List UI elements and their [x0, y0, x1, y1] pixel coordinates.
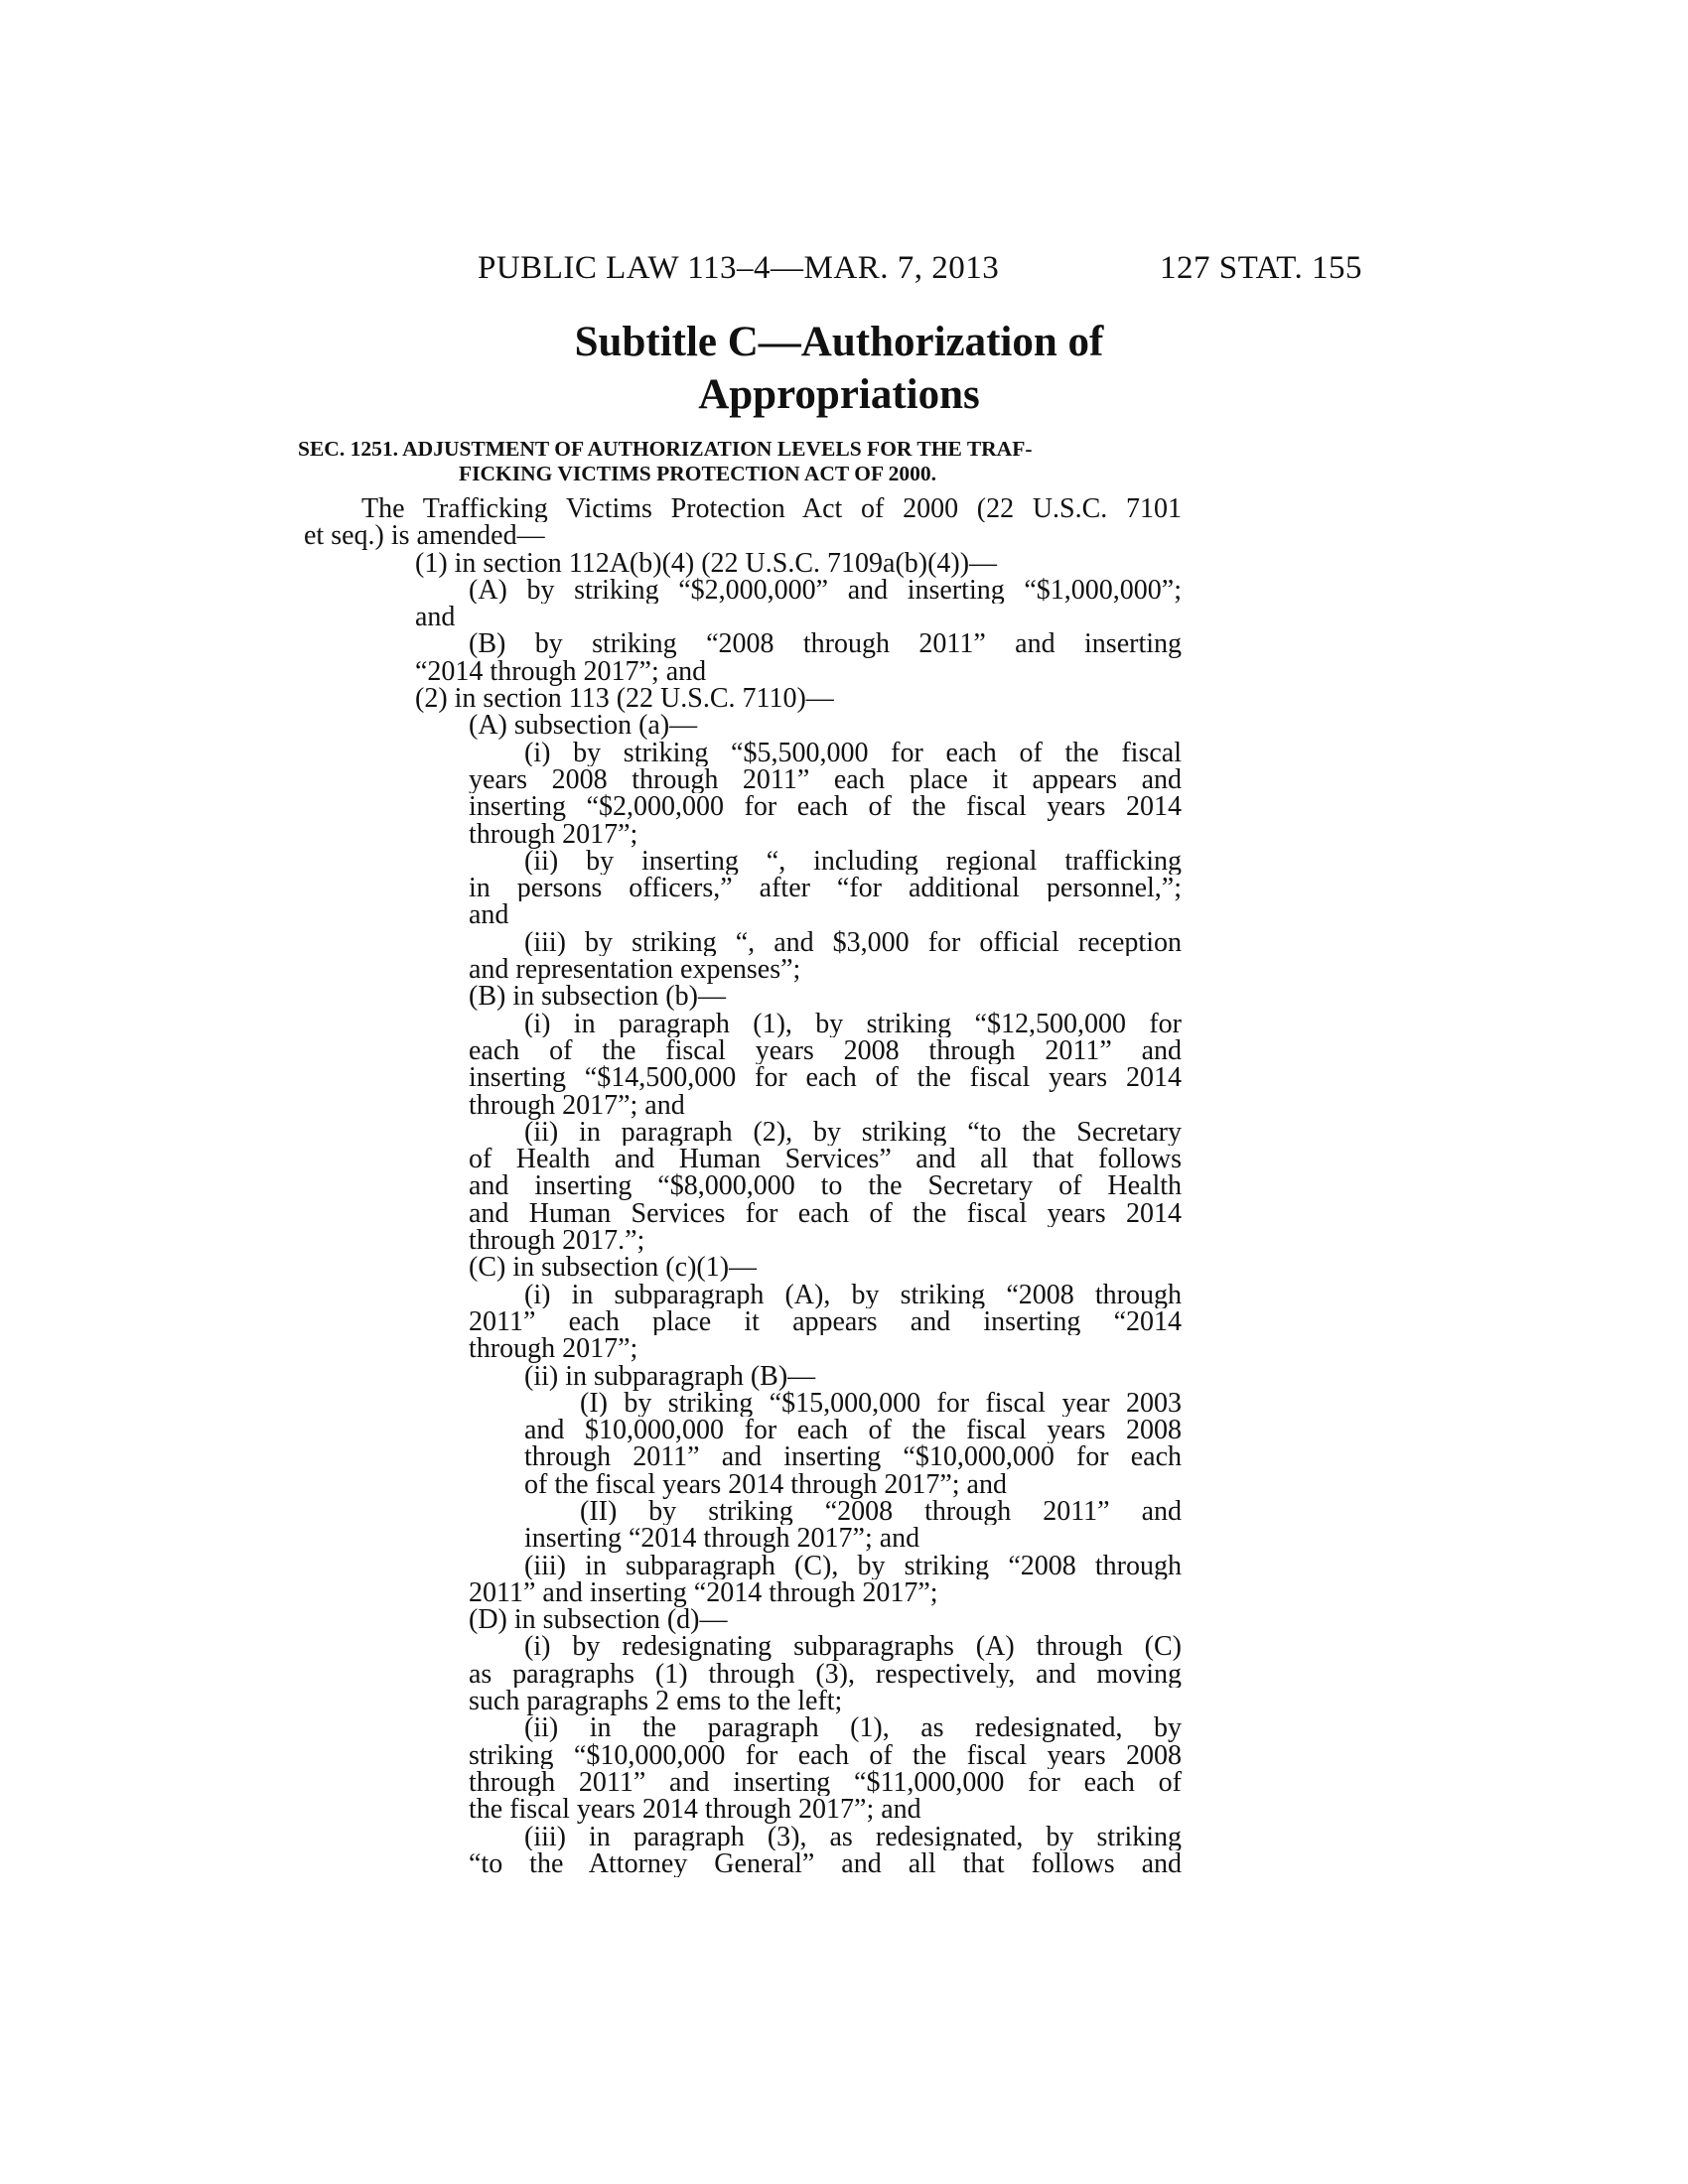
body-line: such paragraphs 2 ems to the left; [469, 1686, 843, 1717]
body-line: (iii) in paragraph (3), as redesignated, by striking [524, 1823, 1182, 1850]
body-line: 2011” each place it appears and inserting “2014 [469, 1307, 1182, 1336]
body-line: (i) by redesignating subparagraphs (A) through (C) [524, 1633, 1182, 1661]
body-line: (A) subsection (a)— [469, 710, 698, 742]
body-line: of the fiscal years 2014 through 2017”; and [524, 1468, 1007, 1500]
body-line: (ii) in subparagraph (B)— [524, 1360, 816, 1392]
running-header-law-citation: PUBLIC LAW 113–4—MAR. 7, 2013 [478, 250, 1000, 286]
body-line: and inserting “$8,000,000 to the Secretary of Health [469, 1172, 1182, 1200]
body-line: (B) in subsection (b)— [469, 981, 726, 1013]
body-line: (C) in subsection (c)(1)— [469, 1252, 758, 1284]
body-line: (B) by striking “2008 through 2011” and inserting [469, 630, 1182, 658]
body-line: through 2017”; [469, 818, 638, 850]
body-line: and [469, 899, 509, 931]
body-line: years 2008 through 2011” each place it appears and [469, 765, 1182, 794]
body-line: 2011” and inserting “2014 through 2017”; [469, 1576, 938, 1608]
body-line: inserting “2014 through 2017”; and [524, 1523, 920, 1555]
body-line: (ii) in the paragraph (1), as redesignated, by [524, 1714, 1182, 1742]
body-line: The Trafficking Victims Protection Act of 2000 (22 U.S.C. 7101 [361, 495, 1182, 523]
body-line: through 2011” and inserting “$11,000,000 for each of [469, 1768, 1182, 1797]
body-line: (iii) by striking “, and $3,000 for official reception [524, 928, 1182, 957]
body-line: in persons officers,” after “for additional personnel,”; [469, 875, 1182, 902]
body-line: each of the fiscal years 2008 through 2011” and [469, 1036, 1182, 1065]
statute-body-text [304, 495, 1182, 1877]
subtitle-line-1: Subtitle C—Authorization of [574, 319, 1104, 365]
running-header-page-number: 127 STAT. 155 [1160, 250, 1363, 286]
body-line: inserting “$14,500,000 for each of the fiscal years 2014 [469, 1064, 1182, 1092]
body-line: inserting “$2,000,000 for each of the fiscal years 2014 [469, 793, 1182, 821]
body-line: as paragraphs (1) through (3), respectively, and moving [469, 1660, 1182, 1689]
body-line: (iii) in subparagraph (C), by striking “2008 through [524, 1552, 1182, 1579]
body-line: (ii) in paragraph (2), by striking “to the Secretary [524, 1118, 1182, 1147]
body-line: et seq.) is amended— [304, 520, 545, 552]
body-line: and $10,000,000 for each of the fiscal years 2008 [524, 1417, 1182, 1444]
body-line: (D) in subsection (d)— [469, 1604, 728, 1636]
section-heading-line-2: FICKING VICTIMS PROTECTION ACT OF 2000. [459, 462, 937, 485]
subtitle-line-2: Appropriations [698, 371, 980, 418]
section-heading-line-1: SEC. 1251. ADJUSTMENT OF AUTHORIZATION LEVELS FOR THE TRAF- [298, 437, 1033, 461]
body-line: (i) by striking “$5,500,000 for each of the fiscal [524, 739, 1182, 766]
body-line: (II) by striking “2008 through 2011” and [580, 1497, 1182, 1526]
body-line: (i) in paragraph (1), by striking “$12,500,000 for [524, 1010, 1182, 1037]
body-line: and [415, 602, 456, 633]
body-line: through 2017.”; [469, 1225, 645, 1257]
body-line: through 2017”; and [469, 1089, 685, 1121]
body-line: (2) in section 113 (22 U.S.C. 7110)— [415, 683, 834, 715]
section-heading [298, 437, 1192, 486]
body-line: of Health and Human Services” and all that follows [469, 1146, 1182, 1173]
body-line: (A) by striking “$2,000,000” and inserting “$1,000,000”; [469, 576, 1182, 605]
body-line: through 2017”; [469, 1333, 638, 1365]
body-line: “2014 through 2017”; and [415, 655, 707, 687]
body-line: (I) by striking “$15,000,000 for fiscal year 2003 [580, 1389, 1182, 1418]
body-line: striking “$10,000,000 for each of the fiscal years 2008 [469, 1741, 1182, 1769]
subtitle-heading [298, 316, 1380, 421]
body-line: and representation expenses”; [469, 954, 801, 986]
body-line: (1) in section 112A(b)(4) (22 U.S.C. 7109a(b)(4))— [415, 547, 998, 579]
body-line: and Human Services for each of the fiscal years 2014 [469, 1199, 1182, 1228]
body-line: “to the Attorney General” and all that follows and [469, 1849, 1182, 1878]
body-line: the fiscal years 2014 through 2017”; and [469, 1794, 921, 1826]
body-line: (i) in subparagraph (A), by striking “2008 through [524, 1281, 1182, 1308]
body-line: through 2011” and inserting “$10,000,000 for each [524, 1443, 1182, 1471]
body-line: (ii) by inserting “, including regional trafficking [524, 847, 1182, 876]
